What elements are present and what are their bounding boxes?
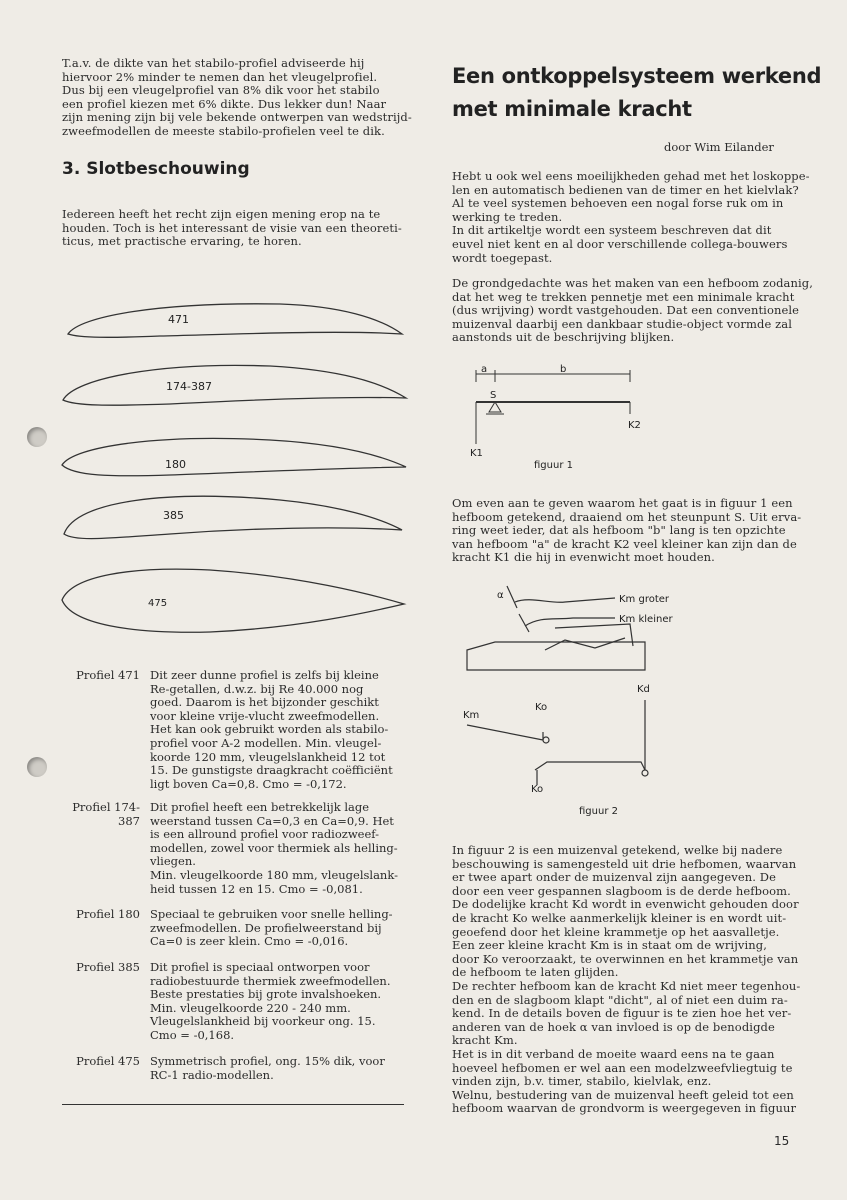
fig1-label-a: a — [481, 364, 488, 375]
fig2-label-km-kleiner: Km kleiner — [619, 614, 673, 625]
paragraph-4: In figuur 2 is een muizenval getekend, welke bij nadere beschouwing is samengesteld uit drie hefbomen, waarvan er twee apart onder de muizenval zijn aangegeven. De door een veer gespannen slagboom is de derde hefboom. De dodelijke kracht Kd wordt in evenwicht gehouden door de kracht Ko welke aanmerkelijk kleiner is en wordt uit- geoefend door het kleine krammetje op het aasvalletje. Een zeer kleine kracht Km is in staat om de wrijving, door Ko veroorzaakt, te overwinnen en het krammetje van de hefboom te laten glijden. De rechter hefboom kan de kracht Kd niet meer tegenhou- den en de slagboom klapt "dicht", al of niet een duim ra- kend. In de details boven de figuur is te zien hoe het ver- anderen van de hoek α van invloed is op de benodigde kracht Km. Het is in dit verband de moeite waard eens na te gaan hoeveel hefbomen er wel aan een modelzweefvliegtuig te vinden zijn, b.v. timer, stabilo, kielvlak, enz. Welnu, bestudering van de muizenval heeft geleid tot een hefboom waarvan de grondvorm is weergegeven in figuur — [452, 843, 801, 1116]
fig2-label-ko-bottom: Ko — [531, 784, 544, 795]
fig2-label-ko-top: Ko — [535, 702, 548, 713]
airfoil-471 — [68, 304, 402, 338]
airfoil-label-471: 471 — [168, 313, 189, 326]
profile-name: Profiel 385 — [76, 960, 140, 974]
section-paragraph: Iedereen heeft het recht zijn eigen mening erop na te houden. Toch is het interessant de visie van een theoreti- ticus, met practische ervaring, te horen. — [62, 207, 402, 249]
section-heading: 3. Slotbeschouwing — [62, 159, 250, 179]
fig1-label-s: S — [490, 390, 497, 401]
article-title: Een ontkoppelsysteem werkend met minimale kracht — [452, 64, 822, 121]
airfoil-label-385: 385 — [163, 509, 184, 522]
page-number: 15 — [774, 1134, 790, 1148]
byline: door Wim Eilander — [664, 140, 774, 154]
profile-name: Profiel 475 — [76, 1054, 140, 1068]
paragraph-2: De grondgedachte was het maken van een hefboom zodanig, dat het weg te trekken pennetje met een minimale kracht (dus wrijving) wordt vastgehouden. Dat een conventionele muizenval daarbij een dankbaar studie-object vormde zal aanstonds uit de beschrijving blijken. — [452, 276, 814, 345]
paragraph-3: Om even aan te geven waarom het gaat is in figuur 1 een hefboom getekend, draaiend om het steunpunt S. Uit erva- ring weet ieder, dat als hefboom "b" lang is ten opzichte van hefboom "a" de kracht K2 veel kleiner kan zijn dan de kracht K1 die hij in evenwicht moet houden. — [452, 496, 802, 565]
profile-name: Profiel 180 — [76, 907, 140, 921]
fig1-label-k2: K2 — [628, 420, 641, 431]
bottom-rule — [62, 1104, 404, 1105]
profile-name: Profiel 174- 387 — [72, 800, 140, 828]
fig2-caption: figuur 2 — [579, 806, 618, 817]
profile-text: Dit profiel heeft een betrekkelijk lage weerstand tussen Ca=0,3 en Ca=0,9. Het is een allround profiel voor radiozweef- modellen, zowel voor thermiek als helling- vliegen. Min. vleugelkoorde 180 mm, vleugelslank- heid tussen 12 en 15. Cmo = -0,081. — [150, 800, 398, 896]
profile-text: Symmetrisch profiel, ong. 15% dik, voor RC-1 radio-modellen. — [150, 1054, 385, 1082]
intro-paragraph: T.a.v. de dikte van het stabilo-profiel adviseerde hij hiervoor 2% minder te nemen dan het vleugelprofiel. Dus bij een vleugelprofiel van 8% dik voor het stabilo een profiel kiezen met 6% dikte. Dus lekker dun! Naar zijn mening zijn bij vele bekende ontwerpen van wedstrijd- zweefmodellen de meeste stabilo-profielen veel te dik. — [62, 56, 412, 138]
fig2-label-alpha: α — [497, 590, 504, 601]
airfoil-label-180: 180 — [165, 458, 186, 471]
fig2-label-km: Km — [463, 710, 480, 721]
airfoil-475 — [62, 569, 404, 632]
airfoil-label-174-387: 174-387 — [166, 380, 212, 393]
profile-text: Speciaal te gebruiken voor snelle helling- zweefmodellen. De profielweerstand bij Ca=0 is zeer klein. Cmo = -0,016. — [150, 907, 393, 949]
paragraph-1: Hebt u ook wel eens moeilijkheden gehad met het loskoppe- len en automatisch bedienen van de timer en het kielvlak? Al te veel systemen behoeven een nogal forse ruk om in werking te treden. In dit artikeltje wordt een systeem beschreven dat dit euvel niet kent en al door verschillende collega-bouwers wordt toegepast. — [452, 169, 810, 265]
fig1-caption: figuur 1 — [534, 460, 573, 471]
airfoil-180 — [62, 438, 406, 475]
fig2-label-km-groter: Km groter — [619, 594, 670, 605]
profile-name: Profiel 471 — [76, 668, 140, 682]
figure-1 — [460, 362, 660, 472]
figure-2 — [455, 580, 685, 820]
punch-hole-bottom — [27, 757, 47, 777]
fig1-label-k1: K1 — [470, 448, 483, 459]
airfoil-figures — [40, 290, 420, 670]
fig1-label-b: b — [560, 364, 567, 375]
profile-text: Dit zeer dunne profiel is zelfs bij kleine Re-getallen, d.w.z. bij Re 40.000 nog goed. Daarom is het bijzonder geschikt voor kleine vrije-vlucht zweefmodellen. Het kan ook gebruikt worden als stabilo- profiel voor A-2 modellen. Min. vleugel- koorde 120 mm, vleugelslankheid 12 tot 15. De gunstigste draagkracht coëfficiënt ligt boven Ca=0,8. Cmo = -0,172. — [150, 668, 393, 791]
airfoil-385 — [64, 496, 402, 538]
airfoil-label-475: 475 — [148, 598, 168, 609]
profile-text: Dit profiel is speciaal ontworpen voor radiobestuurde thermiek zweefmodellen. Beste prestaties bij grote invalshoeken. Min. vleugelkoorde 220 - 240 mm. Vleugelslankheid bij voorkeur ong. 15. Cmo = -0,168. — [150, 960, 391, 1042]
airfoil-174-387 — [63, 365, 406, 405]
fig2-label-kd: Kd — [637, 684, 650, 695]
